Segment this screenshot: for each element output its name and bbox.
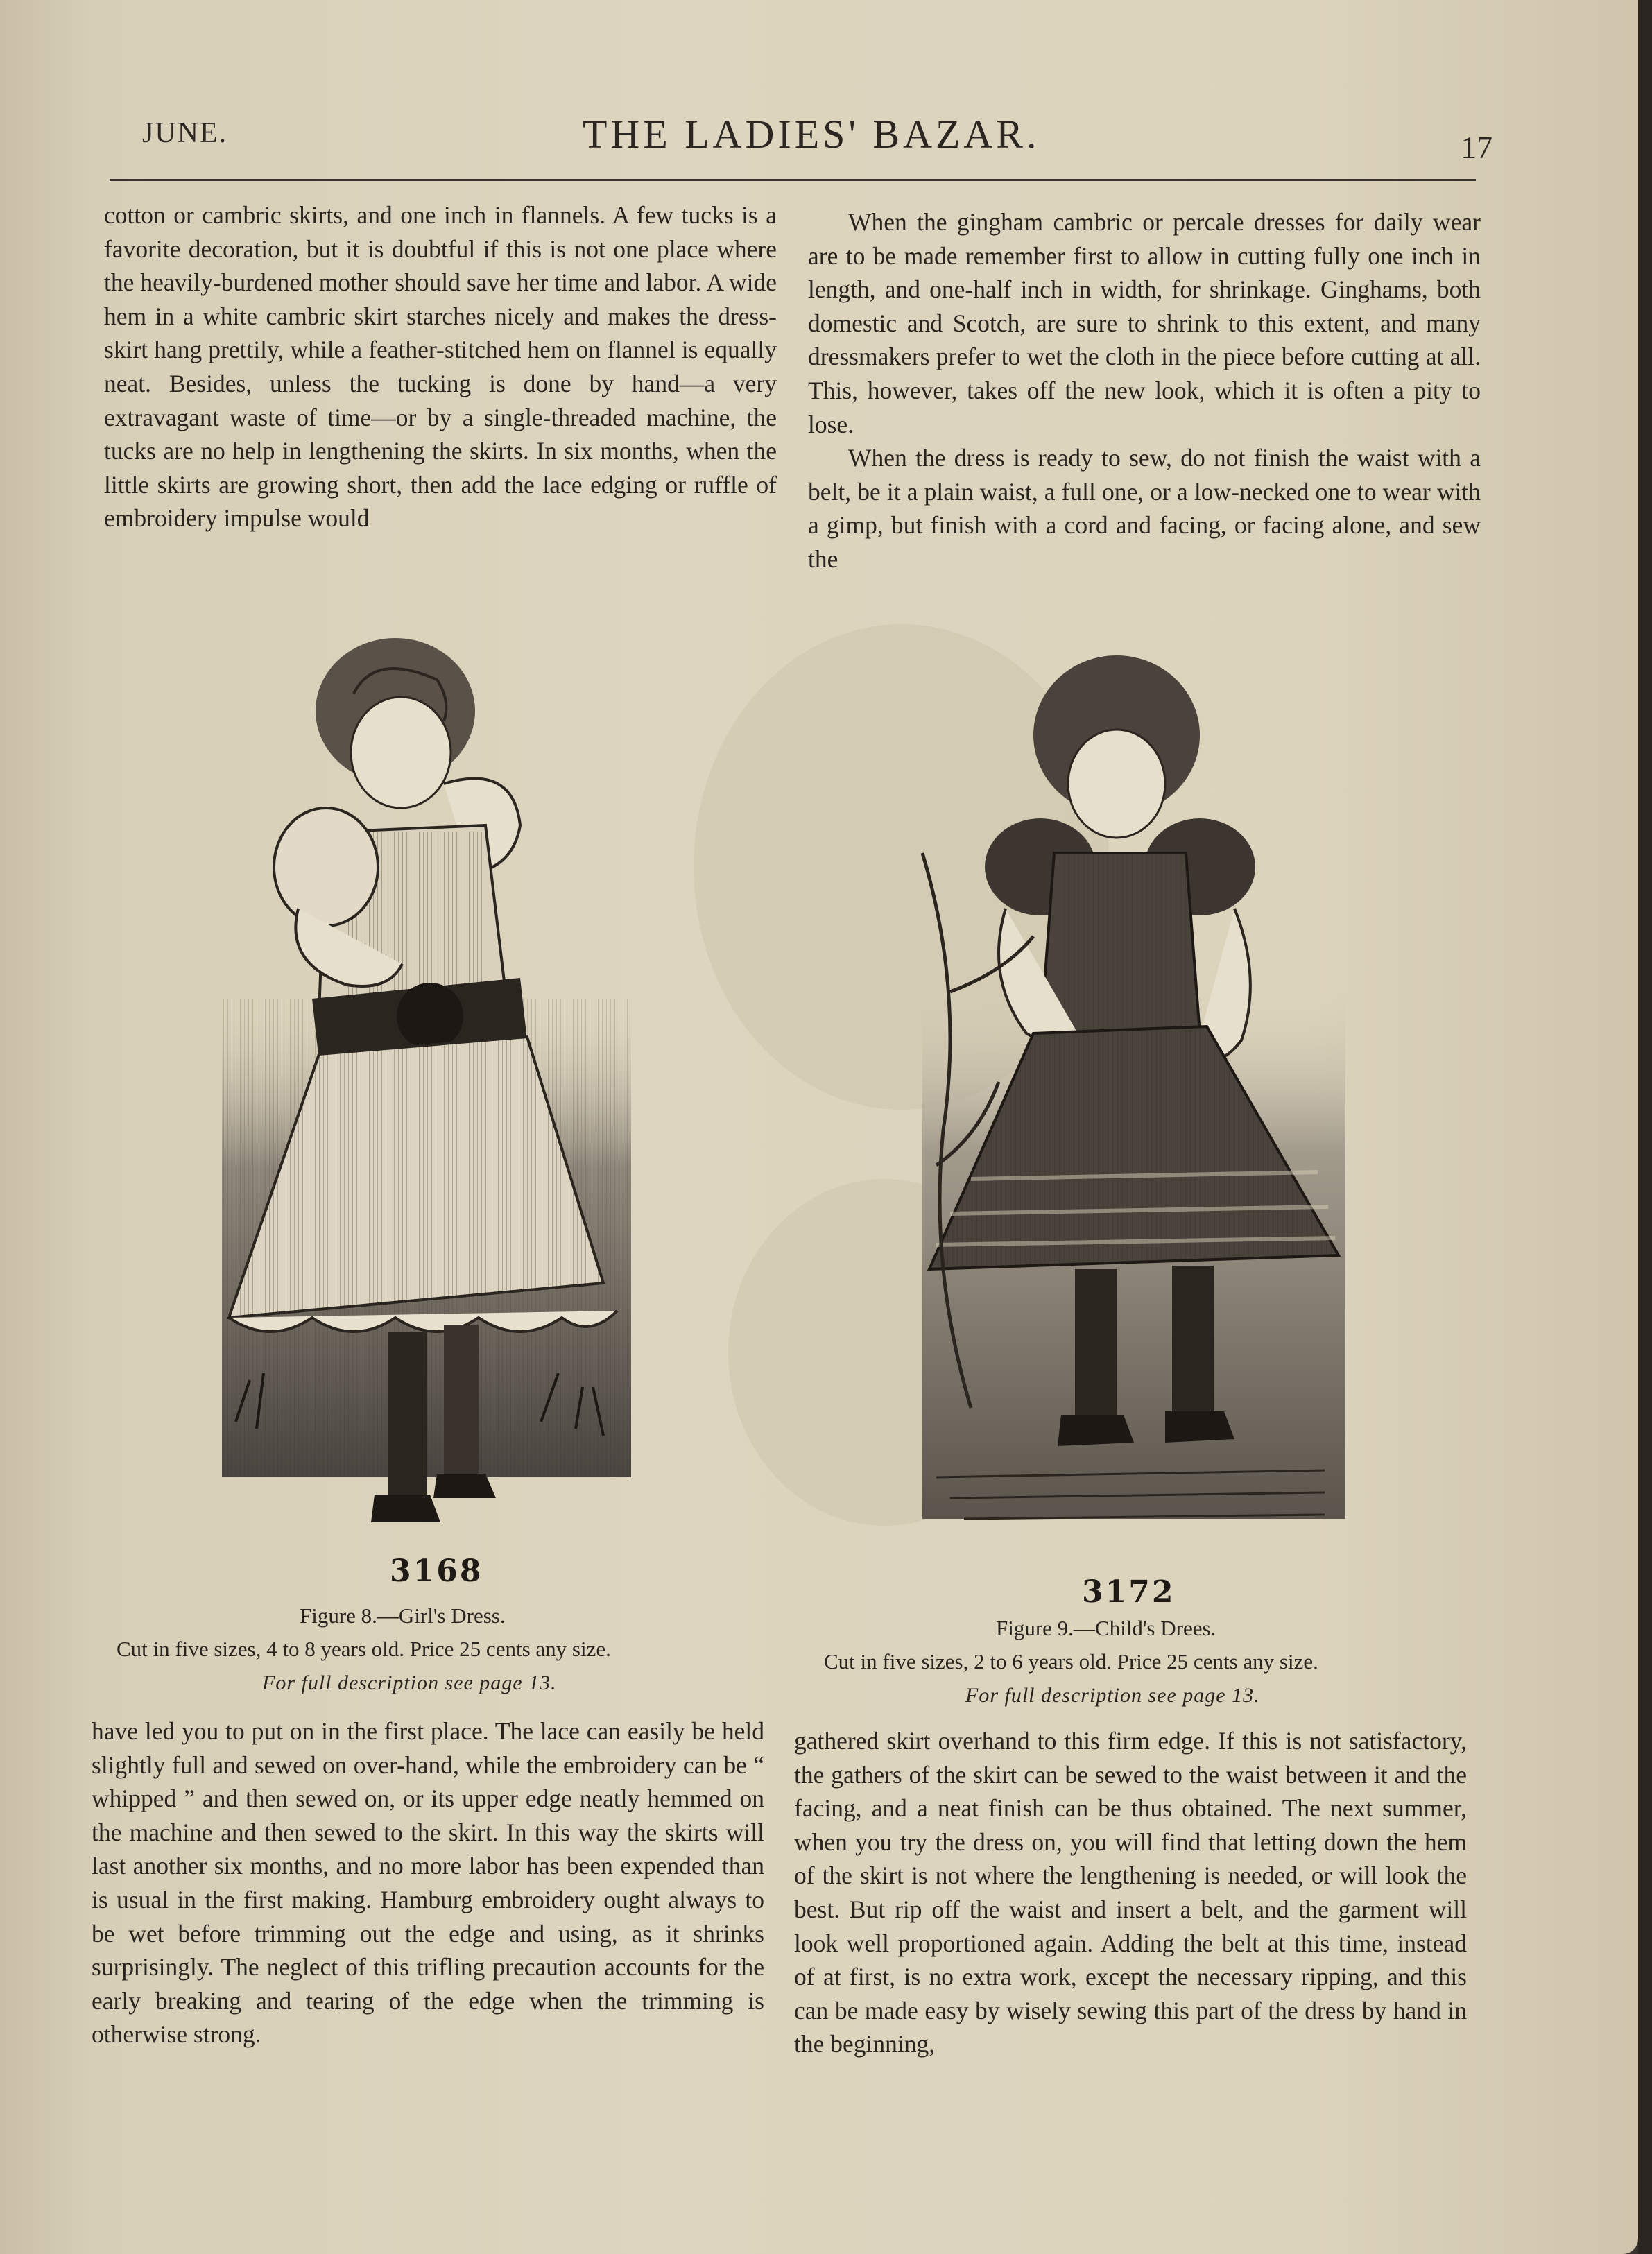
child-dress-illustration <box>909 645 1352 1574</box>
figure-reference: For full description see page 13. <box>262 1671 557 1694</box>
figure-caption: Figure 8.—Girl's Dress. <box>300 1603 506 1628</box>
figure-girls-dress <box>215 624 638 1589</box>
paragraph: gathered skirt overhand to this firm edge. If this is not satisfactory, the gathers of the skirt can be sewed to the waist between it and the facing, and a neat finish can be thus obtained. The next summer, when you try the dress on, you will find that letting down the hem of the skirt is not where the lengthening is needed, or will look the best. But rip off the waist and insert a belt, and the garment will look well proportioned again. Adding the belt at this time, instead of at first, is no extra work, except the necessary ripping, and this can be made easy by wisely sewing this part of the dress by hand in the beginning, <box>794 1727 1467 2058</box>
paragraph: When the dress is ready to sew, do not finish the waist with a belt, be it a plain waist, a full one, or a low-necked one to wear with a gimp, but finish with a cord and facing, or facing alone, and sew the <box>808 444 1481 573</box>
header-title: THE LADIES' BAZAR. <box>583 112 1040 157</box>
paragraph: When the gingham cambric or percale dresses for daily wear are to be made remember first to allow in cutting fully one inch in length, and one-half inch in width, for shrinkage. Ginghams, both domestic and Scotch, are sure to shrink to this extent, and many dressmakers prefer to wet the cloth in the piece before cutting at all. This, however, takes off the new look, which it is often a pity to lose. <box>808 208 1481 438</box>
header-rule <box>110 179 1476 181</box>
figure-reference: For full description see page 13. <box>965 1684 1260 1707</box>
figure-number: 3168 <box>390 1554 483 1589</box>
scan-edge <box>1638 0 1652 2254</box>
paragraph: cotton or cambric skirts, and one inch in flannels. A few tucks is a favorite decoration, but it is doubtful if this is not one place where the heavily-burdened mother should save her time and labor. A wide hem in a white cambric skirt starches nicely and makes the dress-skirt hang prettily, while a feather-stitched hem on flannel is equally neat. Besides, unless the tucking is done by hand—a very extravagant waste of time—or by a single-threaded machine, the tucks are no help in lengthening the skirts. In six months, when the little skirts are growing short, then add the lace edging or ruffle of embroidery impulse would <box>104 201 777 533</box>
running-head <box>104 104 1499 180</box>
header-month: JUNE. <box>142 117 228 149</box>
girl-dress-illustration <box>215 624 638 1554</box>
figure-number: 3172 <box>1082 1574 1176 1610</box>
figure-sizes: Cut in five sizes, 2 to 6 years old. Price 25 cents any size. <box>824 1649 1318 1674</box>
figure-caption: Figure 9.—Child's Drees. <box>996 1616 1216 1640</box>
figure-childs-dress <box>909 645 1352 1610</box>
column-left-top <box>104 198 777 535</box>
page-number: 17 <box>1461 130 1492 165</box>
column-left-bottom <box>92 1714 764 2051</box>
figure-sizes: Cut in five sizes, 4 to 8 years old. Price 25 cents any size. <box>117 1637 611 1661</box>
column-right-bottom <box>794 1724 1467 2061</box>
column-right-top <box>808 205 1481 576</box>
paragraph: have led you to put on in the first place. The lace can easily be held slightly full and sewed on over-hand, while the embroidery can be “ whipped ” and then sewed on, or its upper edge neatly hemmed on the machine and then sewed to the skirt. In this way the skirts will last another six months, and no more labor has been expended than is usual in the first making. Hamburg embroidery ought always to be wet before trimming out the edge and using, as it shrinks surprisingly. The neglect of this trifling precaution accounts for the early breaking and tearing of the edge when the trimming is otherwise strong. <box>92 1717 764 2049</box>
